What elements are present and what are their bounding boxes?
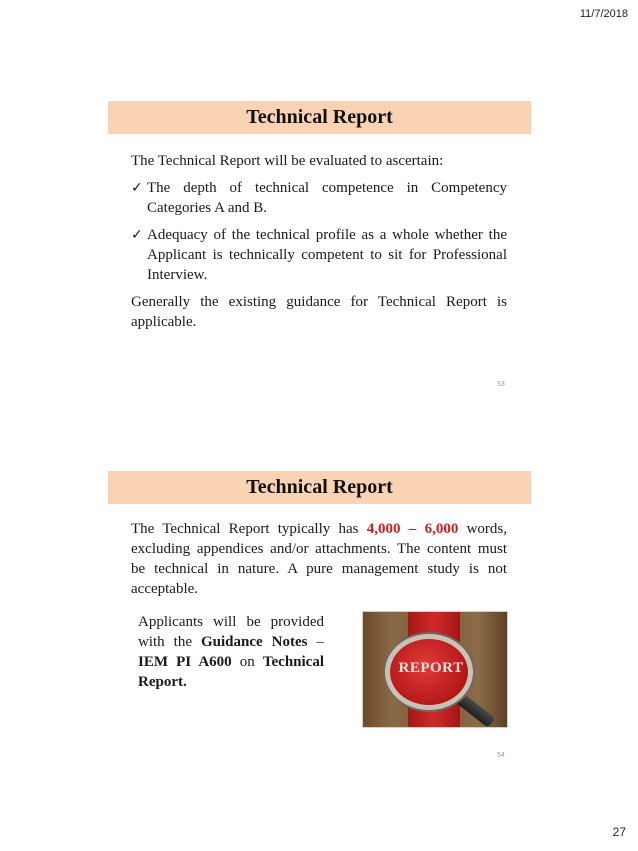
note-doc-code: IEM PI A600 <box>138 654 232 670</box>
slide2-number: 54 <box>497 752 505 759</box>
note-part3: on <box>231 654 263 670</box>
slide1-item-2-text: Adequacy of the technical profile as a whole whether the Applicant is technically competent to sit for Professional Interview. <box>147 227 507 283</box>
slide2-paragraph-text <box>131 519 507 599</box>
check-mark-icon: ✓ <box>131 180 143 196</box>
slide1-closing: Generally the existing guidance for Technical Report is applicable. <box>131 294 507 330</box>
slide1-body <box>131 151 507 332</box>
slide1-number: 53 <box>497 381 505 388</box>
slide2-para-part2: words, excluding appendices and/or attachments. The content must be technical in nature. A pure management study is not acceptable. <box>131 521 508 597</box>
slide2-title: Technical Report <box>108 471 531 504</box>
slide1-item-1-text: The depth of technical competence in Competency Categories A and B. <box>147 180 507 216</box>
note-part2: – <box>307 634 324 650</box>
slide1-title: Technical Report <box>108 101 531 134</box>
guidance-note <box>138 612 324 692</box>
slide2-paragraph <box>131 519 507 599</box>
header-date: 11/7/2018 <box>579 8 628 20</box>
slide1-intro: The Technical Report will be evaluated to ascertain: <box>131 153 444 169</box>
slide1-check-item-2 <box>131 225 507 285</box>
report-magnifier-image <box>362 611 508 728</box>
note-guidance-notes: Guidance Notes <box>201 634 308 650</box>
report-word: REPORT <box>398 660 464 676</box>
check-mark-icon: ✓ <box>131 227 143 243</box>
slide2-para-part1: The Technical Report typically has <box>131 521 367 537</box>
note-technical-report: Technical Report. <box>138 654 324 690</box>
slide1-check-item-1 <box>131 178 507 218</box>
note-part1: Applicants will be provided with the <box>138 614 324 650</box>
page-number: 27 <box>612 825 626 839</box>
word-count-highlight: 4,000 – 6,000 <box>366 521 459 537</box>
